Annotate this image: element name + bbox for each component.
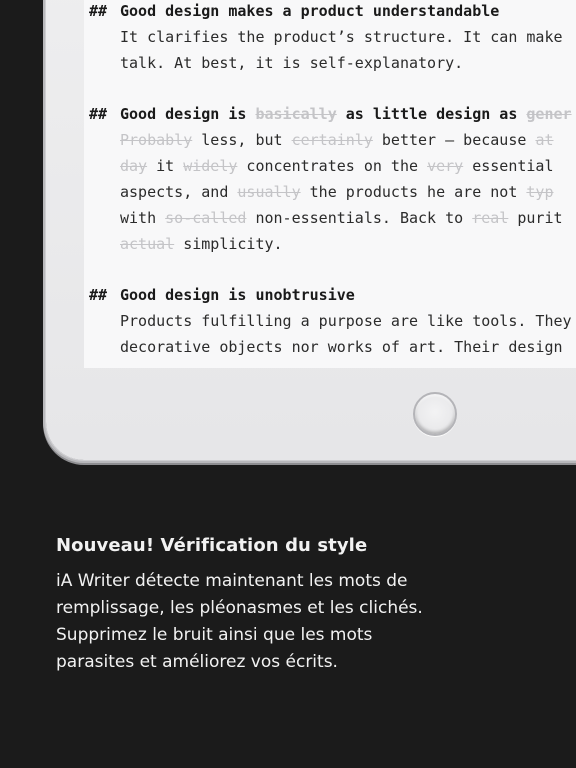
caption-line: iA Writer détecte maintenant les mots de (56, 571, 408, 591)
text-run: as little design as (336, 105, 527, 123)
text-run: Good design is (120, 105, 256, 123)
filler-word-strikethrough: usually (237, 183, 301, 201)
filler-word-strikethrough: so-called (165, 209, 247, 227)
paragraph-line (120, 24, 576, 50)
document-section (89, 101, 576, 257)
filler-word-strikethrough: very (427, 157, 464, 175)
text-run: less, but (192, 131, 292, 149)
section-heading (89, 0, 576, 24)
filler-word-strikethrough: actual (120, 235, 175, 253)
text-run: decorative objects nor works of art. Their design (120, 338, 563, 356)
filler-word-strikethrough: Probably (120, 131, 193, 149)
caption-title: Nouveau! Vérification du style (56, 535, 368, 556)
paragraph-line (120, 231, 576, 257)
caption-line: parasites et améliorez vos écrits. (56, 652, 338, 672)
section-heading (89, 282, 576, 308)
paragraph-line (120, 308, 576, 334)
paragraph-line (120, 153, 576, 179)
filler-word-strikethrough: typ (526, 183, 554, 201)
paragraph-line (120, 179, 576, 205)
text-run: talk. At best, it is self-explanatory. (120, 54, 464, 72)
text-run: better – because (372, 131, 536, 149)
document-text[interactable] (89, 0, 576, 368)
filler-word-strikethrough: gener (526, 105, 572, 123)
text-run: Good design makes a product understandable (120, 2, 500, 20)
text-run: It clarifies the product’s structure. It can make (120, 28, 563, 46)
promo-caption (56, 535, 556, 676)
text-run: concentrates on the (237, 157, 428, 175)
paragraph-line (120, 127, 576, 153)
text-run: essential (463, 157, 554, 175)
filler-word-strikethrough: at (535, 131, 554, 149)
section-heading (89, 101, 576, 127)
editor-screen[interactable] (84, 0, 576, 368)
text-run: Products fulfilling a purpose are like tools. They (120, 312, 572, 330)
markdown-heading-marker: ## (89, 2, 108, 20)
document-section (89, 0, 576, 76)
caption-body (56, 568, 556, 676)
text-run: the products he are not (300, 183, 527, 201)
filler-word-strikethrough: basically (255, 105, 337, 123)
caption-line: Supprimez le bruit ainsi que les mots (56, 625, 373, 645)
caption-line: remplissage, les pléonasmes et les clichés. (56, 598, 423, 618)
filler-word-strikethrough: widely (183, 157, 238, 175)
text-run: aspects, and (120, 183, 238, 201)
home-button[interactable] (413, 392, 457, 436)
text-run: non-essentials. Back to (246, 209, 473, 227)
markdown-heading-marker: ## (89, 286, 108, 304)
text-run: with (120, 209, 166, 227)
text-run: Good design is unobtrusive (120, 286, 355, 304)
filler-word-strikethrough: certainly (291, 131, 373, 149)
paragraph-line (120, 334, 576, 360)
document-section (89, 282, 576, 360)
filler-word-strikethrough: real (472, 209, 509, 227)
paragraph-line (120, 50, 576, 76)
text-run: simplicity. (174, 235, 283, 253)
paragraph-line (120, 205, 576, 231)
text-run: it (147, 157, 184, 175)
text-run: purit (508, 209, 563, 227)
markdown-heading-marker: ## (89, 105, 108, 123)
filler-word-strikethrough: day (120, 157, 148, 175)
